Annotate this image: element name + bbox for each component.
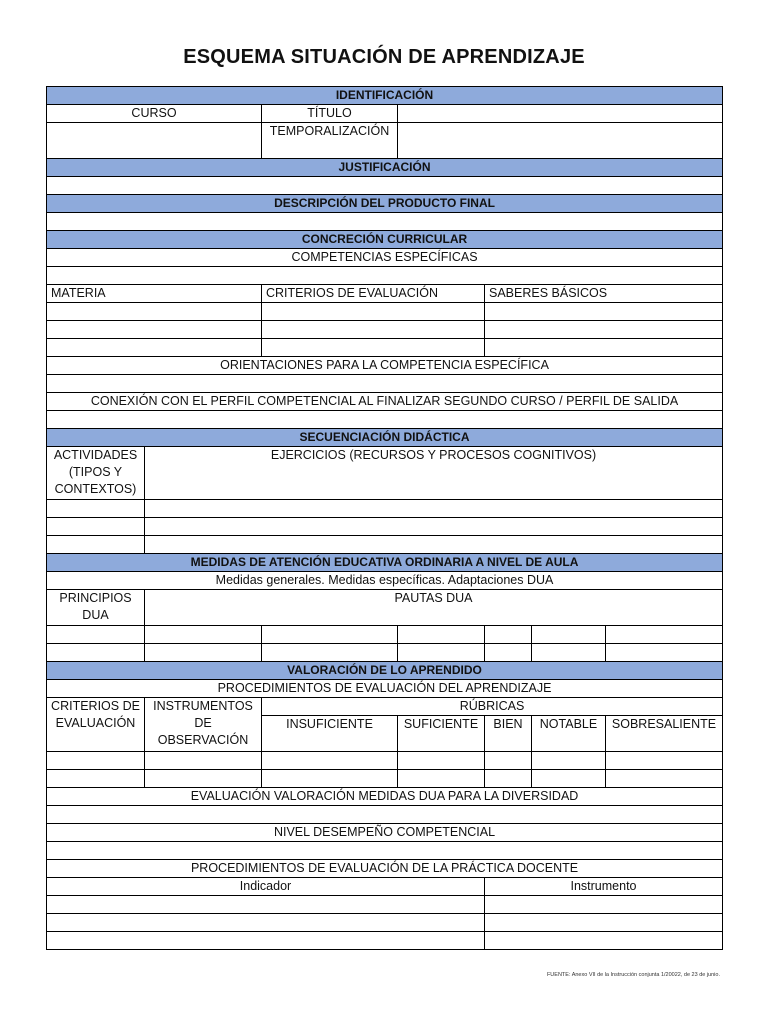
label-pautas-dua: PAUTAS DUA: [145, 590, 723, 626]
table-cell[interactable]: [145, 536, 723, 554]
field-competencias[interactable]: [47, 267, 723, 285]
label-conexion: CONEXIÓN CON EL PERFIL COMPETENCIAL AL FINALIZAR SEGUNDO CURSO / PERFIL DE SALIDA: [47, 393, 723, 411]
label-nivel-desempeno: NIVEL DESEMPEÑO COMPETENCIAL: [47, 824, 723, 842]
label-materia: MATERIA: [47, 285, 262, 303]
table-cell[interactable]: [47, 339, 262, 357]
field-curso[interactable]: [47, 123, 262, 159]
table-cell[interactable]: [398, 752, 485, 770]
label-instrumento: Instrumento: [485, 878, 723, 896]
table-cell[interactable]: [47, 932, 485, 950]
table-cell[interactable]: [398, 644, 485, 662]
header-concrecion: CONCRECIÓN CURRICULAR: [47, 231, 723, 249]
table-cell[interactable]: [485, 644, 532, 662]
table-cell[interactable]: [485, 914, 723, 932]
table-cell[interactable]: [47, 914, 485, 932]
table-cell[interactable]: [262, 303, 485, 321]
label-orientaciones: ORIENTACIONES PARA LA COMPETENCIA ESPECÍFICA: [47, 357, 723, 375]
table-cell[interactable]: [398, 626, 485, 644]
label-temporalizacion: TEMPORALIZACIÓN: [262, 123, 398, 159]
field-evaluacion-dua[interactable]: [47, 806, 723, 824]
table-cell[interactable]: [145, 518, 723, 536]
table-cell[interactable]: [262, 770, 398, 788]
field-descripcion-producto[interactable]: [47, 213, 723, 231]
header-medidas: MEDIDAS DE ATENCIÓN EDUCATIVA ORDINARIA A NIVEL DE AULA: [47, 554, 723, 572]
table-cell[interactable]: [485, 321, 723, 339]
table-cell[interactable]: [606, 770, 723, 788]
table-cell[interactable]: [606, 752, 723, 770]
table-cell[interactable]: [145, 770, 262, 788]
label-medidas-sub: Medidas generales. Medidas específicas. Adaptaciones DUA: [47, 572, 723, 590]
table-cell[interactable]: [47, 752, 145, 770]
table-cell[interactable]: [532, 752, 606, 770]
table-cell[interactable]: [262, 321, 485, 339]
table-cell[interactable]: [485, 339, 723, 357]
table-cell[interactable]: [145, 644, 262, 662]
table-cell[interactable]: [485, 752, 532, 770]
table-cell[interactable]: [262, 752, 398, 770]
field-justificacion[interactable]: [47, 177, 723, 195]
label-suficiente: SUFICIENTE: [398, 716, 485, 752]
table-cell[interactable]: [485, 303, 723, 321]
label-bien: BIEN: [485, 716, 532, 752]
table-cell[interactable]: [47, 536, 145, 554]
table-cell[interactable]: [532, 626, 606, 644]
table-cell[interactable]: [485, 932, 723, 950]
label-rubricas: RÚBRICAS: [262, 698, 723, 716]
label-competencias: COMPETENCIAS ESPECÍFICAS: [47, 249, 723, 267]
table-cell[interactable]: [606, 644, 723, 662]
label-indicador: Indicador: [47, 878, 485, 896]
field-orientaciones[interactable]: [47, 375, 723, 393]
table-cell[interactable]: [47, 303, 262, 321]
label-criterios-evaluacion: CRITERIOS DE EVALUACIÓN: [47, 698, 145, 752]
table-cell[interactable]: [145, 626, 262, 644]
table-cell[interactable]: [47, 770, 145, 788]
table-cell[interactable]: [47, 896, 485, 914]
page-title: ESQUEMA SITUACIÓN DE APRENDIZAJE: [183, 46, 585, 68]
label-saberes: SABERES BÁSICOS: [485, 285, 723, 303]
table-cell[interactable]: [47, 321, 262, 339]
label-evaluacion-dua: EVALUACIÓN VALORACIÓN MEDIDAS DUA PARA LA DIVERSIDAD: [47, 788, 723, 806]
label-curso: CURSO: [47, 105, 262, 123]
table-cell[interactable]: [262, 626, 398, 644]
table-cell[interactable]: [532, 770, 606, 788]
header-valoracion: VALORACIÓN DE LO APRENDIDO: [47, 662, 723, 680]
table-cell[interactable]: [145, 752, 262, 770]
label-notable: NOTABLE: [532, 716, 606, 752]
header-descripcion-producto: DESCRIPCIÓN DEL PRODUCTO FINAL: [47, 195, 723, 213]
table-cell[interactable]: [532, 644, 606, 662]
header-justificacion: JUSTIFICACIÓN: [47, 159, 723, 177]
table-cell[interactable]: [47, 644, 145, 662]
field-titulo[interactable]: [398, 105, 723, 123]
table-cell[interactable]: [145, 500, 723, 518]
label-principios-dua: PRINCIPIOS DUA: [47, 590, 145, 626]
header-secuenciacion: SECUENCIACIÓN DIDÁCTICA: [47, 429, 723, 447]
field-temporalizacion[interactable]: [398, 123, 723, 159]
table-cell[interactable]: [485, 770, 532, 788]
table-cell[interactable]: [262, 644, 398, 662]
field-conexion[interactable]: [47, 411, 723, 429]
table-cell[interactable]: [485, 896, 723, 914]
table-cell[interactable]: [262, 339, 485, 357]
table-cell[interactable]: [606, 626, 723, 644]
label-insuficiente: INSUFICIENTE: [262, 716, 398, 752]
label-titulo: TÍTULO: [262, 105, 398, 123]
label-instrumentos: INSTRUMENTOS DE OBSERVACIÓN: [145, 698, 262, 752]
table-cell[interactable]: [47, 518, 145, 536]
label-actividades: ACTIVIDADES (TIPOS Y CONTEXTOS): [47, 447, 145, 500]
source-note: FUENTE: Anexo VII de la Instrucción conjunta 1/20022, de 23 de junio.: [546, 972, 720, 978]
field-nivel-desempeno[interactable]: [47, 842, 723, 860]
table-cell[interactable]: [398, 770, 485, 788]
label-criterios: CRITERIOS DE EVALUACIÓN: [262, 285, 485, 303]
learning-situation-form: [46, 86, 723, 950]
header-identificacion: IDENTIFICACIÓN: [47, 87, 723, 105]
label-procedimientos-docente: PROCEDIMIENTOS DE EVALUACIÓN DE LA PRÁCTICA DOCENTE: [47, 860, 723, 878]
label-procedimientos-aprendizaje: PROCEDIMIENTOS DE EVALUACIÓN DEL APRENDIZAJE: [47, 680, 723, 698]
table-cell[interactable]: [485, 626, 532, 644]
table-cell[interactable]: [47, 626, 145, 644]
label-ejercicios: EJERCICIOS (RECURSOS Y PROCESOS COGNITIVOS): [145, 447, 723, 500]
label-sobresaliente: SOBRESALIENTE: [606, 716, 723, 752]
table-cell[interactable]: [47, 500, 145, 518]
